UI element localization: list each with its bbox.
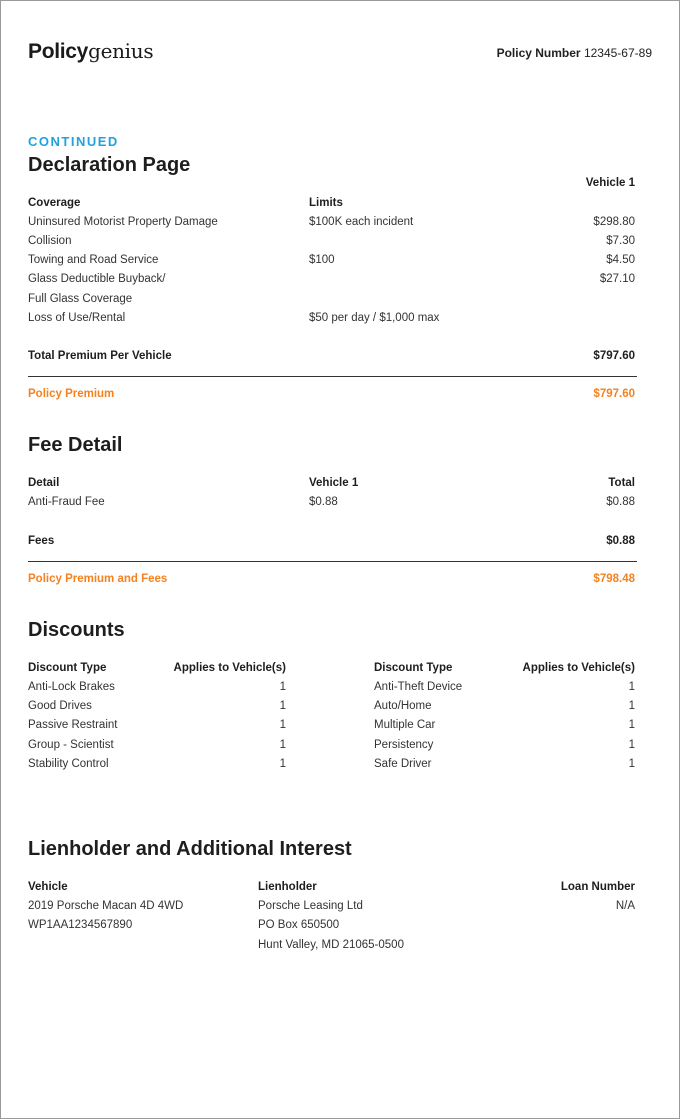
- discount-applies: 1: [628, 758, 635, 770]
- coverage-amount: $298.80: [593, 216, 635, 228]
- divider: [28, 561, 637, 562]
- coverage-limit: $100: [309, 254, 335, 266]
- premium-and-fees-value: $798.48: [593, 573, 635, 585]
- total-premium-label: Total Premium Per Vehicle: [28, 350, 172, 362]
- discount-type: Group - Scientist: [28, 739, 114, 751]
- fees-value: $0.88: [606, 535, 635, 547]
- continued-label: CONTINUED: [28, 134, 119, 149]
- policy-number-value: 12345-67-89: [583, 46, 652, 60]
- loan-number-header: Loan Number: [560, 881, 635, 893]
- lienholder-address-line: PO Box 650500: [258, 919, 340, 931]
- lienholder-title: Lienholder and Additional Interest: [28, 838, 352, 860]
- discount-applies: 1: [279, 739, 286, 751]
- policy-number-label: Policy Number: [496, 46, 581, 60]
- coverage-amount: $27.10: [599, 273, 635, 285]
- discount-type-header: Discount Type: [28, 662, 107, 674]
- discount-applies: 1: [279, 719, 286, 731]
- policy-premium-value: $797.60: [593, 388, 635, 400]
- applies-header: Applies to Vehicle(s): [522, 662, 635, 674]
- declaration-title: Declaration Page: [28, 154, 191, 176]
- discount-type: Auto/Home: [374, 700, 432, 712]
- discount-applies: 1: [628, 700, 635, 712]
- vehicle-description: 2019 Porsche Macan 4D 4WD: [28, 900, 184, 912]
- lienholder-header: Lienholder: [258, 881, 317, 893]
- coverage-amount: $4.50: [606, 254, 635, 266]
- discount-applies: 1: [279, 681, 286, 693]
- policy-number: [497, 46, 652, 60]
- coverage-amount: $7.30: [606, 235, 635, 247]
- discount-type: Multiple Car: [374, 719, 436, 731]
- coverage-limit: $50 per day / $1,000 max: [309, 312, 440, 324]
- vehicle-1-header: Vehicle 1: [585, 177, 635, 189]
- discount-type-header: Discount Type: [374, 662, 453, 674]
- discount-type: Stability Control: [28, 758, 109, 770]
- coverage-header: Coverage: [28, 197, 81, 209]
- discount-applies: 1: [628, 739, 635, 751]
- fee-total-amount: $0.88: [606, 496, 635, 508]
- discount-applies: 1: [628, 681, 635, 693]
- fees-label: Fees: [28, 535, 55, 547]
- fee-vehicle-amount: $0.88: [309, 496, 338, 508]
- coverage-name: Full Glass Coverage: [28, 293, 133, 305]
- limits-header: Limits: [309, 197, 343, 209]
- coverage-limit: $100K each incident: [309, 216, 414, 228]
- discount-type: Passive Restraint: [28, 719, 118, 731]
- discount-applies: 1: [279, 758, 286, 770]
- discount-applies: 1: [279, 700, 286, 712]
- coverage-name: Glass Deductible Buyback/: [28, 273, 166, 285]
- discount-type: Persistency: [374, 739, 434, 751]
- vehicle-vin: WP1AA1234567890: [28, 919, 133, 931]
- coverage-name: Uninsured Motorist Property Damage: [28, 216, 218, 228]
- total-premium-value: $797.60: [593, 350, 635, 362]
- applies-header: Applies to Vehicle(s): [173, 662, 286, 674]
- discount-type: Anti-Lock Brakes: [28, 681, 115, 693]
- premium-and-fees-label: Policy Premium and Fees: [28, 573, 168, 585]
- fee-detail: Anti-Fraud Fee: [28, 496, 105, 508]
- detail-header: Detail: [28, 477, 60, 489]
- policygenius-logo: Policygenius: [28, 39, 154, 63]
- lienholder-name: Porsche Leasing Ltd: [258, 900, 363, 912]
- fee-detail-title: Fee Detail: [28, 434, 123, 456]
- lienholder-address-line: Hunt Valley, MD 21065-0500: [258, 939, 404, 951]
- divider: [28, 376, 637, 377]
- discount-applies: 1: [628, 719, 635, 731]
- discount-type: Anti-Theft Device: [374, 681, 463, 693]
- fee-total-header: Total: [608, 477, 635, 489]
- fee-vehicle-header: Vehicle 1: [309, 477, 359, 489]
- discount-type: Safe Driver: [374, 758, 432, 770]
- coverage-name: Loss of Use/Rental: [28, 312, 126, 324]
- policy-premium-label: Policy Premium: [28, 388, 115, 400]
- coverage-name: Collision: [28, 235, 72, 247]
- discounts-title: Discounts: [28, 619, 125, 641]
- lien-vehicle-header: Vehicle: [28, 881, 68, 893]
- discount-type: Good Drives: [28, 700, 92, 712]
- coverage-name: Towing and Road Service: [28, 254, 159, 266]
- loan-number-value: N/A: [615, 900, 635, 912]
